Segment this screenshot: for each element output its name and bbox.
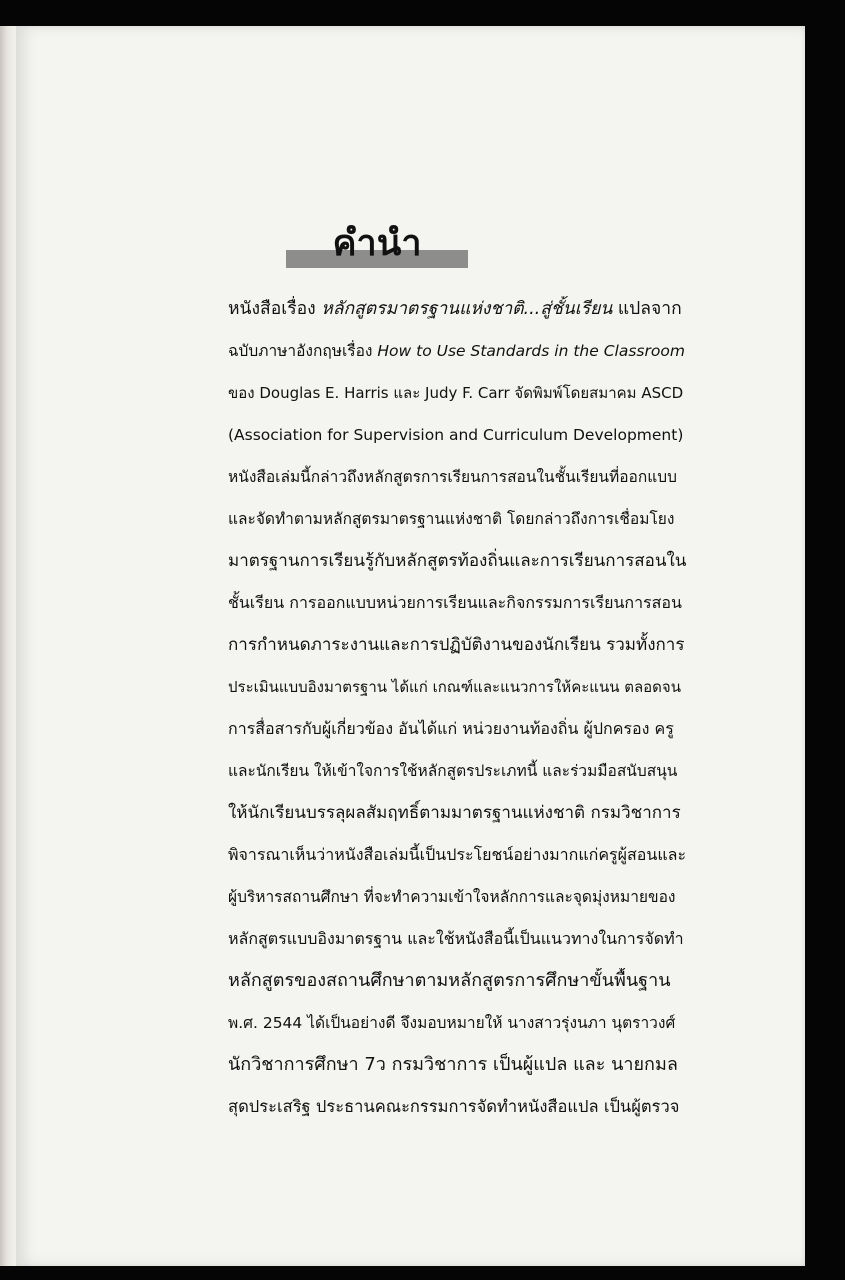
- body-text-run: หลักสูตรของสถานศึกษาตามหลักสูตรการศึกษาขั้นพื้นฐาน: [228, 970, 671, 991]
- body-text-run: สุดประเสริฐ ประธานคณะกรรมการจัดทำหนังสือแปล เป็นผู้ตรวจ: [228, 1097, 680, 1116]
- body-text-run: หนังสือเล่มนี้กล่าวถึงหลักสูตรการเรียนการสอนในชั้นเรียนที่ออกแบบ: [228, 468, 677, 486]
- body-text-run: ผู้บริหารสถานศึกษา ที่จะทำความเข้าใจหลักการและจุดมุ่งหมายของ: [228, 888, 676, 906]
- italic-title-text: หลักสูตรมาตรฐานแห่งชาติ...สู่ชั้นเรียน: [321, 299, 613, 319]
- text-line: [228, 800, 686, 842]
- text-line: [228, 968, 686, 1010]
- body-text-run: ประเมินแบบอิงมาตรฐาน ได้แก่ เกณฑ์และแนวการให้คะแนน ตลอดจน: [228, 678, 681, 696]
- italic-title-text: How to Use Standards in the Classroom: [377, 342, 685, 360]
- text-line: [228, 1094, 686, 1136]
- text-line: [228, 716, 686, 758]
- heading-block: [286, 223, 468, 268]
- body-text-run: หนังสือเรื่อง: [228, 299, 322, 319]
- body-text-run: และนักเรียน ให้เข้าใจการใช้หลักสูตรประเภทนี้ และร่วมมือสนับสนุน: [228, 762, 678, 780]
- body-text-run: ฉบับภาษาอังกฤษเรื่อง: [228, 342, 378, 360]
- text-line: [228, 464, 686, 506]
- text-line: [228, 1052, 686, 1094]
- body-text-run: การกำหนดภาระงานและการปฏิบัติงานของนักเรียน รวมทั้งการ: [228, 635, 685, 655]
- text-line: [228, 422, 686, 464]
- body-text-run: หลักสูตรแบบอิงมาตรฐาน และใช้หนังสือนี้เป็นแนวทางในการจัดทำ: [228, 929, 684, 948]
- text-line: [228, 380, 686, 422]
- body-text-run: (Association for Supervision and Curriculum Development): [228, 426, 684, 444]
- body-text-run: พ.ศ. 2544 ได้เป็นอย่างดี จึงมอบหมายให้ นางสาวรุ่งนภา นุตราวงศ์: [228, 1014, 676, 1032]
- text-line: [228, 758, 686, 800]
- body-text-run: และจัดทำตามหลักสูตรมาตรฐานแห่งชาติ โดยกล่าวถึงการเชื่อมโยง: [228, 510, 675, 528]
- body-text-run: แปลจาก: [612, 299, 682, 319]
- text-line: [228, 1010, 686, 1052]
- body-text-run: พิจารณาเห็นว่าหนังสือเล่มนี้เป็นประโยชน์อย่างมากแก่ครูผู้สอนและ: [228, 845, 686, 864]
- text-line: [228, 674, 686, 716]
- text-line: [228, 338, 686, 380]
- body-text-run: นักวิชาการศึกษา 7ว กรมวิชาการ เป็นผู้แปล และ นายกมล: [228, 1054, 678, 1075]
- body-text-run: ชั้นเรียน การออกแบบหน่วยการเรียนและกิจกรรมการเรียนการสอน: [228, 593, 682, 612]
- text-line: [228, 926, 686, 968]
- text-line: [228, 548, 686, 590]
- body-text-run: ของ Douglas E. Harris และ Judy F. Carr จัดพิมพ์โดยสมาคม ASCD: [228, 384, 684, 402]
- text-line: [228, 632, 686, 674]
- body-text-run: ให้นักเรียนบรรลุผลสัมฤทธิ์ตามมาตรฐานแห่งชาติ กรมวิชาการ: [228, 803, 681, 823]
- body-text-run: การสื่อสารกับผู้เกี่ยวข้อง อันได้แก่ หน่วยงานท้องถิ่น ผู้ปกครอง ครู: [228, 719, 674, 738]
- text-line: [228, 590, 686, 632]
- text-line: [228, 884, 686, 926]
- text-line: [228, 506, 686, 548]
- text-line: [228, 296, 686, 338]
- text-line: [228, 842, 686, 884]
- page-title: คำนำ: [332, 223, 422, 264]
- preface-body: [228, 296, 686, 1136]
- body-text-run: มาตรฐานการเรียนรู้กับหลักสูตรท้องถิ่นและการเรียนการสอนใน: [228, 551, 686, 571]
